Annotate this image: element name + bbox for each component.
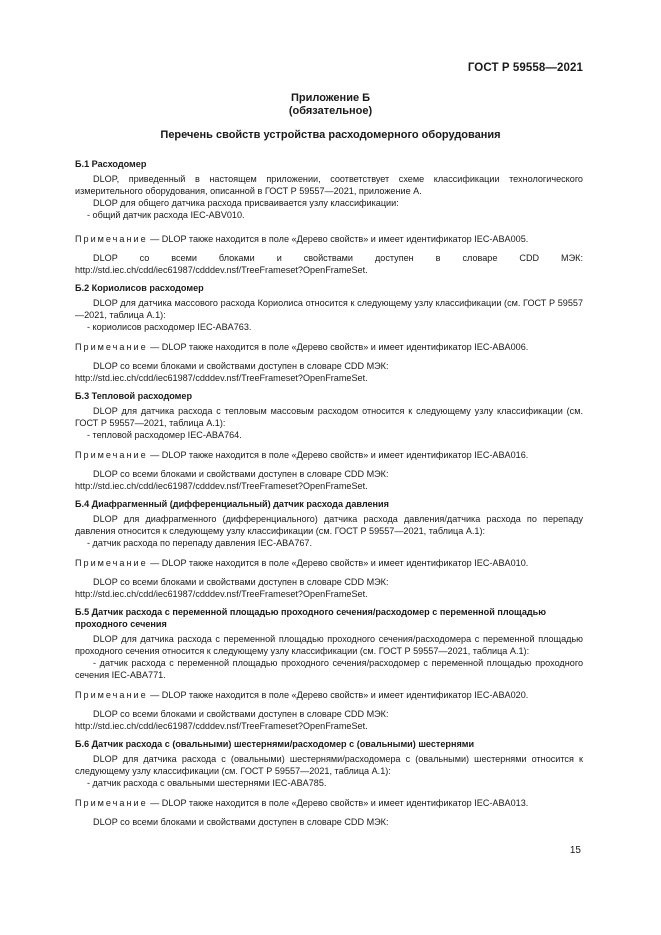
- cdd-url: http://std.iec.ch/cdd/iec61987/cdddev.nsf/TreeFrameset?OpenFrameSet.: [75, 589, 368, 599]
- page-number: 15: [569, 845, 581, 856]
- cdd-reference: DLOP со всеми блоками и свойствами доступен в словаре CDD МЭК:: [93, 817, 389, 827]
- section-heading: Б.2 Кориолисов расходомер: [75, 283, 204, 293]
- note-text: — DLOP также находится в поле «Дерево свойств» и имеет идентификатор IEC-ABA006.: [147, 342, 529, 352]
- appendix-main-title: Перечень свойств устройства расходомерного оборудования: [160, 129, 501, 141]
- document-body: [75, 158, 583, 828]
- note-text: — DLOP также находится в поле «Дерево свойств» и имеет идентификатор IEC-ABA005.: [147, 234, 529, 244]
- note-text: — DLOP также находится в поле «Дерево свойств» и имеет идентификатор IEC-ABA010.: [147, 558, 529, 568]
- paragraph: DLOP для датчика массового расхода Кориолиса относится к следующему узлу классификации (см. ГОСТ Р 59557—2021, таблица А.1):: [75, 298, 583, 320]
- note-text: — DLOP также находится в поле «Дерево свойств» и имеет идентификатор IEC-ABA020.: [147, 690, 529, 700]
- note: [75, 689, 583, 701]
- paragraph: DLOP, приведенный в настоящем приложении, соответствует схеме классификации технологического измерительного оборудования, описанной в ГОСТ Р 59557—2021, приложение А.: [75, 174, 583, 196]
- note: [75, 233, 583, 245]
- note-text: — DLOP также находится в поле «Дерево свойств» и имеет идентификатор IEC-ABA013.: [147, 798, 529, 808]
- section-heading: Б.1 Расходомер: [75, 159, 147, 169]
- standard-designation: ГОСТ Р 59558—2021: [467, 62, 583, 74]
- paragraph: DLOP для датчика расхода с переменной площадью проходного сечения/расходомера с переменной площадью проходного сечения относится к следующему узлу классификации (см. ГОСТ Р 59557—2021, таблица А.1):: [75, 634, 583, 656]
- note-label: Примечание: [75, 558, 148, 568]
- list-item: - общий датчик расхода IEC-ABV010.: [87, 210, 245, 220]
- cdd-url: http://std.iec.ch/cdd/iec61987/cdddev.nsf/TreeFrameset?OpenFrameSet.: [75, 721, 368, 731]
- cdd-reference: DLOP со всеми блоками и свойствами доступен в словаре CDD МЭК: http://std.iec.ch/cdd/iec61987/cdddev.nsf/TreeFrameset?OpenFrameSet.: [75, 253, 583, 275]
- list-item: - тепловой расходомер IEC-ABA764.: [87, 430, 242, 440]
- note: [75, 797, 583, 809]
- cdd-reference: DLOP со всеми блоками и свойствами доступен в словаре CDD МЭК:: [93, 469, 389, 479]
- cdd-url: http://std.iec.ch/cdd/iec61987/cdddev.nsf/TreeFrameset?OpenFrameSet.: [75, 373, 368, 383]
- cdd-reference: DLOP со всеми блоками и свойствами доступен в словаре CDD МЭК:: [93, 361, 389, 371]
- note: [75, 557, 583, 569]
- list-item: - датчик расхода с овальными шестернями IEC-ABA785.: [87, 778, 327, 788]
- note-label: Примечание: [75, 798, 148, 808]
- list-item: - датчик расхода с переменной площадью проходного сечения/расходомер с переменной площадью проходного сечения IEC-ABA771.: [75, 658, 583, 680]
- appendix-title: Приложение Б: [290, 92, 371, 104]
- appendix-status: (обязательное): [288, 105, 373, 117]
- note-label: Примечание: [75, 690, 148, 700]
- section-heading: Б.4 Диафрагменный (дифференциальный) датчик расхода давления: [75, 499, 389, 509]
- list-item: - кориолисов расходомер IEC-ABA763.: [87, 322, 252, 332]
- note: [75, 341, 583, 353]
- note-label: Примечание: [75, 234, 148, 244]
- cdd-reference: DLOP со всеми блоками и свойствами доступен в словаре CDD МЭК:: [93, 709, 389, 719]
- note-text: — DLOP также находится в поле «Дерево свойств» и имеет идентификатор IEC-ABA016.: [147, 450, 529, 460]
- cdd-url: http://std.iec.ch/cdd/iec61987/cdddev.nsf/TreeFrameset?OpenFrameSet.: [75, 481, 368, 491]
- note-label: Примечание: [75, 342, 148, 352]
- paragraph: DLOP для датчика расхода с тепловым массовым расходом относится к следующему узлу классификации (см. ГОСТ Р 59557—2021, таблица А.1):: [75, 406, 583, 428]
- section-heading: Б.6 Датчик расхода с (овальными) шестернями/расходомер с (овальными) шестернями: [75, 739, 475, 749]
- section-heading: Б.3 Тепловой расходомер: [75, 391, 193, 401]
- section-heading: Б.5 Датчик расхода с переменной площадью проходного сечения/расходомер с переменной площадью проходного сечения: [75, 607, 547, 629]
- list-item: - датчик расхода по перепаду давления IEC-ABA767.: [87, 538, 313, 548]
- cdd-reference: DLOP со всеми блоками и свойствами доступен в словаре CDD МЭК:: [93, 577, 389, 587]
- paragraph: DLOP для датчика расхода с (овальными) шестернями/расходомера с (овальными) шестернями относится к следующему узлу классификации (см. ГОСТ Р 59557—2021, таблица А.1):: [75, 754, 583, 776]
- note-label: Примечание: [75, 450, 148, 460]
- paragraph: DLOP для диафрагменного (дифференциального) датчика расхода давления/датчика расхода по перепаду давления относится к следующему узлу классификации (см. ГОСТ Р 59557—2021, таблица А.1):: [75, 514, 583, 536]
- note: [75, 449, 583, 461]
- paragraph: DLOP для общего датчика расхода присваивается узлу классификации:: [93, 198, 399, 208]
